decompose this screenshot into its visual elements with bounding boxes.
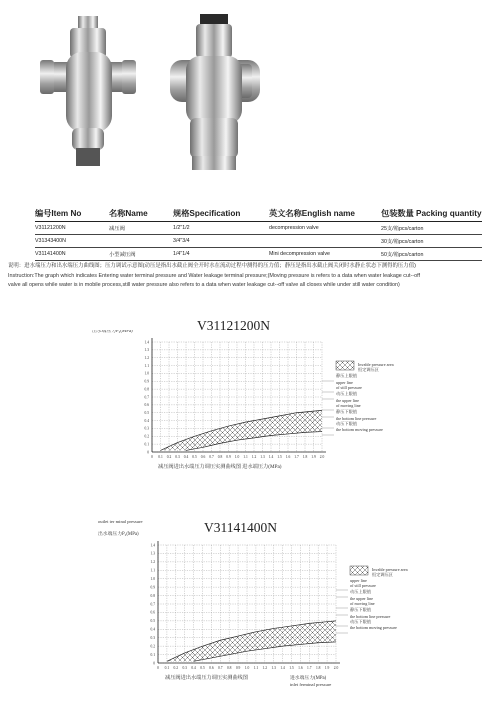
legend-entry-sub: 恒定调压区 [372,572,393,577]
y-tick-label: 0.7 [144,395,149,400]
cell-name [109,234,173,247]
x-tick-label: 0.9 [235,666,241,670]
x-tick-label: 1.3 [260,455,265,459]
y-tick-label: 1.1 [150,568,155,573]
x-tick-label: 1.6 [285,455,291,459]
cell-english: decompression valve [269,222,381,235]
cell-item-no: V31141400N [35,247,109,260]
table-row [35,247,482,260]
cell-name: 减压阀 [109,222,173,235]
legend-entry-sub: 恒定调压区 [358,367,379,372]
y-tick-label: 0.5 [144,411,149,416]
x-tick-label: 0 [151,455,153,459]
y-tick-label: 1.2 [144,356,149,361]
chart1 [0,330,500,480]
x-tick-label: 1.5 [277,455,282,459]
description-en-2: valve all opens while water is in mobile process,still water pressure also refers to a data when water leakage cut--off valve all closes while under still water condition) [8,282,400,288]
legend-entry: the bottom line pressure [336,416,377,421]
y-tick-label: 1.1 [144,363,149,368]
y-tick-label: 0.8 [144,387,149,392]
x-tick-label: 2.0 [319,455,325,459]
y-tick-label: 1.0 [150,577,155,582]
chart1-title: V31121200N [197,318,270,333]
col-english-name: 英文名称English name [269,206,381,222]
y-tick-label: 0.6 [144,403,149,408]
x-tick-label: 0 [157,666,159,670]
legend-entry-sub: of still pressure [350,583,376,588]
col-item-no: 编号Item No [35,206,109,222]
x-tick-label: 1.0 [234,455,240,459]
x-tick-label: 1.2 [251,455,257,459]
x-tick-label: 0.5 [192,455,197,459]
y-tick-label: 0.4 [150,627,155,632]
table-row [35,234,482,247]
cell-item-no: V31121200N [35,222,109,235]
x-tick-label: 1.9 [324,666,330,670]
col-name: 名称Name [109,206,173,222]
y-tick-label: 1.0 [144,371,149,376]
legend-swatch [336,361,354,370]
x-tick-label: 1.9 [311,455,316,459]
valve-photo-right [170,14,260,170]
x-tick-label: 1.7 [294,455,299,459]
x-tick-label: 0.8 [226,666,232,670]
y-tick-label: 0 [153,661,155,666]
valve-photo-left [40,16,136,166]
x-axis-label: 减压阀进出水端压力调压实测曲线图 进水端压力(MPa) [158,464,282,470]
table-header-row [35,206,482,222]
x-tick-label: 2.0 [333,666,339,670]
y-tick-label: 1.4 [144,340,149,345]
y-tick-label: 0.1 [144,442,149,447]
x-tick-label: 1.5 [289,666,294,670]
x-tick-label: 0.1 [164,666,170,670]
x-tick-label: 0.4 [191,666,196,670]
x-tick-label: 1.8 [302,455,308,459]
legend-entry-sub: of moving line [336,403,361,408]
cell-packing: 30支/箱pcs/carton [381,234,482,247]
x-tick-label: 1.4 [268,455,274,459]
cell-english: Mini decompression valve [269,247,381,260]
y-tick-label: 0.6 [150,610,155,615]
x-tick-label: 0.9 [226,455,231,459]
x-tick-label: 1.0 [244,666,250,670]
legend-entry: the upper line [350,596,374,601]
y-tick-label: 0.9 [150,585,155,590]
col-spec: 规格Specification [173,206,269,222]
product-table [35,206,482,261]
y-tick-label: 0 [147,450,149,455]
y-tick-label: 0.4 [144,418,149,423]
x-tick-label: 0.5 [200,666,205,670]
legend-entry: Invable pressure area [358,362,394,367]
x-tick-label: 0.3 [182,666,187,670]
invariable-pressure-area [167,621,336,661]
y-axis-label-en: outlet ter minal pressure [98,519,143,524]
legend-entry: upper line [350,578,367,583]
x-tick-label: 0.2 [173,666,179,670]
y-tick-label: 1.3 [150,551,155,556]
legend-entry: upper line [336,380,353,385]
x-tick-label: 1.1 [243,455,248,459]
legend-entry: 动压上限值 [336,391,357,396]
cell-name: 小型减压阀 [109,247,173,260]
legend-entry: the bottom line pressure [350,614,391,619]
x-tick-label: 1.4 [280,666,285,670]
chart2 [0,515,500,705]
x-tick-label: 0.3 [175,455,180,459]
legend-entry: 动压上限值 [350,589,371,594]
description-cn: 说明：进水端压力和出水端压力曲线图；压力调试示意图(动压是指出水截止阀全开时水在流动过程中测得的压力值；静压是指出水截止阀关闭时水静止状态下测得的压力值) [8,263,416,269]
cell-spec: 1/4"1/4 [173,247,269,260]
y-axis-label: 出水端压力P₂(MPa) [92,330,133,334]
description [8,262,494,291]
x-tick-label: 0.6 [200,455,206,459]
x-tick-label: 0.1 [158,455,163,459]
x-tick-label: 1.2 [262,666,268,670]
legend-entry: the bottom moving pressure [350,625,397,630]
y-tick-label: 0.1 [150,652,155,657]
x-axis-label-2: 进水端压力(MPa) [290,676,327,681]
description-en-1: Instruction:The graph which indicates Entering water terminal pressure and Water leakage terminal pressure;(Moving pressure is refers to a data when water leakage cut--off [8,272,420,279]
y-axis-label: 出水端压力P₂(MPa) [98,532,139,537]
x-tick-label: 0.4 [183,455,189,459]
x-tick-label: 0.7 [218,666,223,670]
chart2-title: V31141400N [204,520,277,535]
x-tick-label: 0.7 [209,455,214,459]
cell-spec: 3/4"3/4 [173,234,269,247]
y-tick-label: 0.2 [150,644,155,649]
legend-entry-sub: of moving line [350,601,375,606]
legend-entry: 静压上限值 [336,373,357,378]
x-tick-label: 0.2 [166,455,172,459]
y-tick-label: 1.2 [150,560,155,565]
legend-entry-sub: of still pressure [336,385,362,390]
legend-entry: 静压下限值 [350,607,371,612]
y-tick-label: 0.3 [150,636,155,641]
y-tick-label: 0.9 [144,379,149,384]
cell-english [269,234,381,247]
x-tick-label: 0.8 [217,455,223,459]
legend-entry: 静压下限值 [336,409,357,414]
x-tick-label: 1.1 [253,666,259,670]
x-tick-label: 1.6 [298,666,303,670]
y-tick-label: 0.2 [144,434,149,439]
x-tick-label: 1.3 [271,666,276,670]
legend-entry: Invable pressure area [372,567,408,572]
y-tick-label: 0.3 [144,426,149,431]
x-axis-label-2-en: inlet ferminal pressure [290,682,332,687]
y-tick-label: 1.3 [144,348,149,353]
invariable-pressure-area [161,410,323,450]
cell-packing: 25支/箱pcs/carton [381,222,482,235]
cell-spec: 1/2"1/2 [173,222,269,235]
y-tick-label: 0.7 [150,602,155,607]
y-tick-label: 0.5 [150,619,155,624]
product-photos [0,0,500,190]
x-tick-label: 1.8 [315,666,321,670]
cell-packing: 50支/箱pcs/carton [381,247,482,260]
cell-item-no: V31343400N [35,234,109,247]
x-tick-label: 1.7 [307,666,312,670]
legend-swatch [350,566,368,575]
x-axis-label: 减压阀进出水端压力调压实测曲线图 [165,675,249,681]
col-packing: 包装数量 Packing quantity [381,206,482,222]
legend-entry: the bottom moving pressure [336,427,383,432]
table-row [35,222,482,235]
legend-entry: the upper line [336,398,360,403]
legend-entry-sub: 动压下限值 [350,619,371,624]
x-tick-label: 0.6 [209,666,214,670]
y-tick-label: 0.8 [150,593,155,598]
legend-entry-sub: 动压下限值 [336,421,357,426]
y-tick-label: 1.4 [150,543,155,548]
